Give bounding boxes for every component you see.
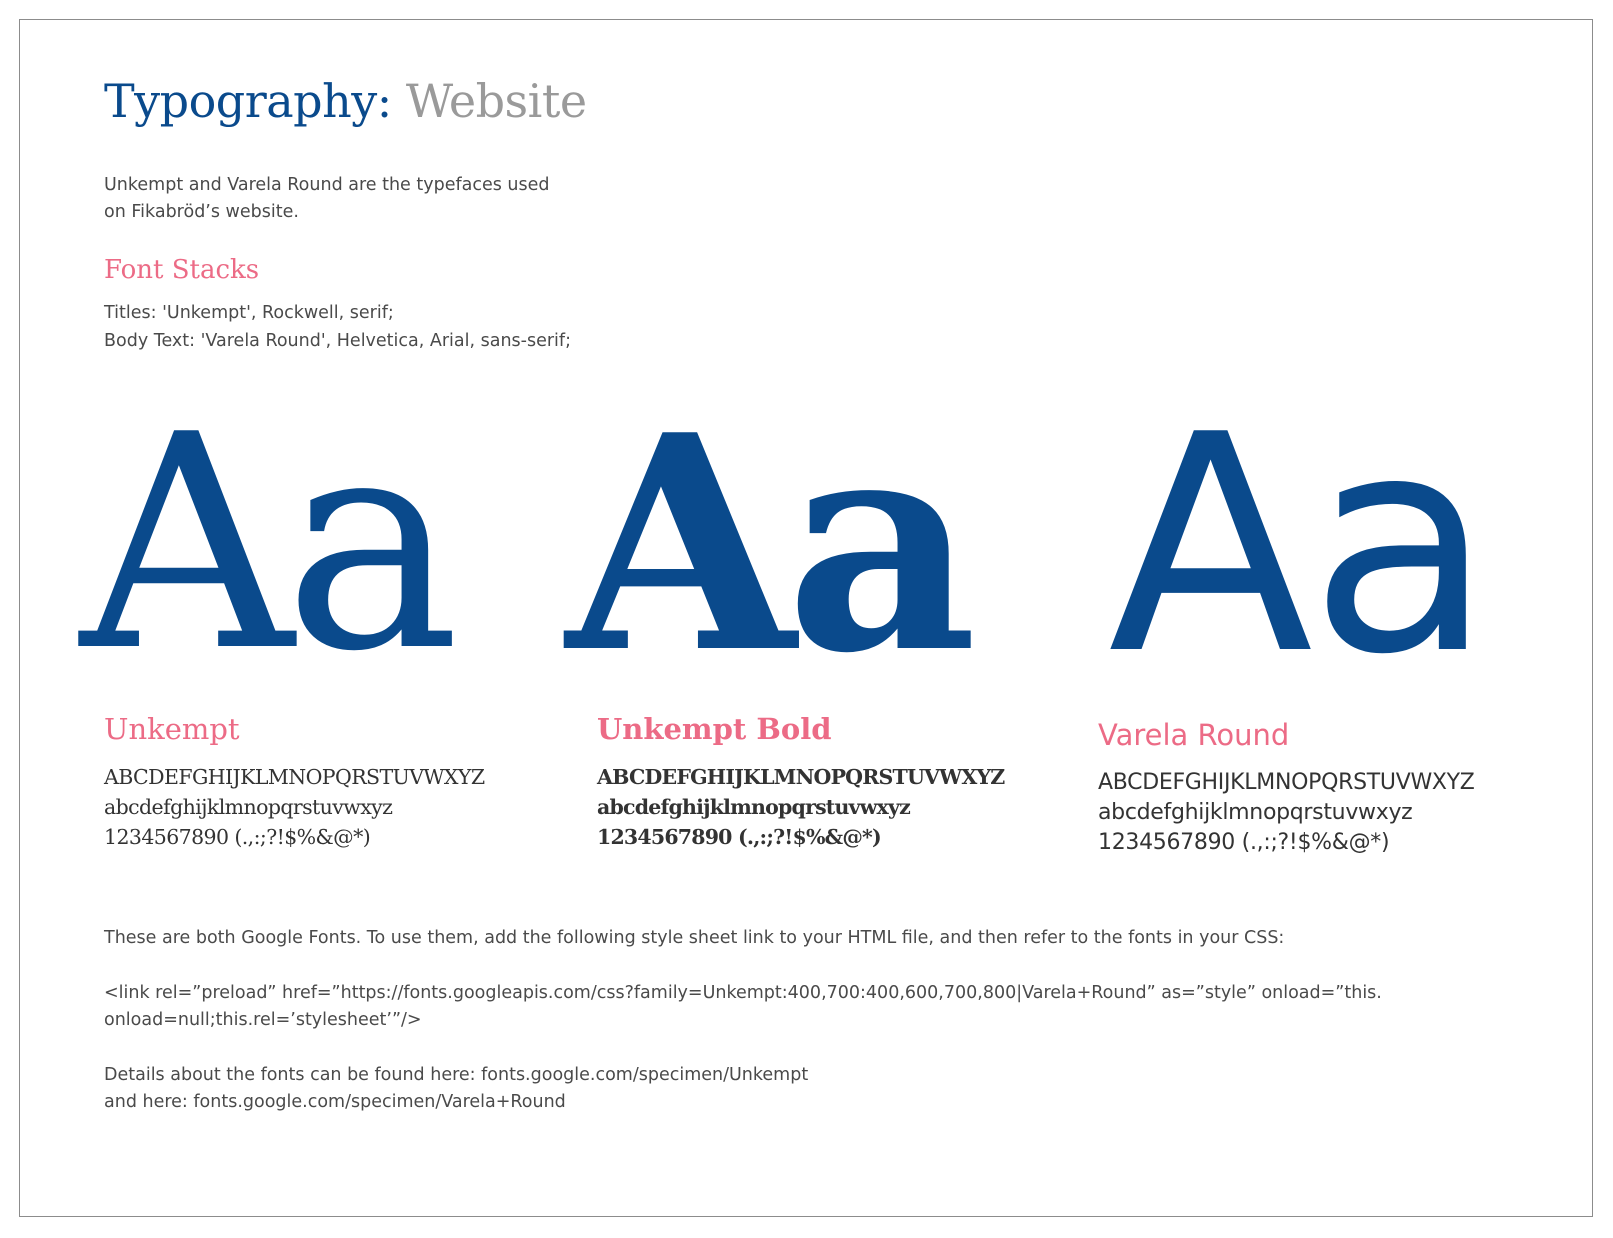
font-stack-titles: Titles: 'Unkempt', Rockwell, serif; (104, 303, 394, 323)
intro-line-1: Unkempt and Varela Round are the typefaces used (104, 175, 550, 195)
character-set (1098, 768, 1568, 858)
usage-intro: These are both Google Fonts. To use them, add the following style sheet link to your HTML file, and then refer to the fonts in your CSS: (104, 928, 1285, 948)
page-title-primary: Typography: (104, 74, 392, 128)
font-stacks-heading: Font Stacks (104, 255, 260, 285)
charset-lowercase: abcdefghijklmnopqrstuvwxyz (104, 795, 393, 819)
intro-line-2: on Fikabröd’s website. (104, 202, 299, 222)
font-details-line-2: and here: fonts.google.com/specimen/Varela+Round (104, 1092, 566, 1112)
charset-digits: 1234567890 (.,:;?!$%&@*) (104, 825, 371, 849)
font-card-unkempt (104, 712, 574, 852)
usage-instructions (104, 925, 1484, 1116)
charset-lowercase: abcdefghijklmnopqrstuvwxyz (597, 795, 910, 819)
character-set (597, 762, 1067, 852)
specimen-unkempt-bold-glyphs: Aa (566, 370, 968, 718)
intro-paragraph (104, 172, 644, 226)
font-card-varela-round (1098, 712, 1568, 858)
page-title (104, 74, 587, 128)
stylesheet-link-code (104, 980, 1484, 1034)
stylesheet-link-line-2: onload=null;this.rel=’stylesheet’”/> (104, 1010, 422, 1030)
font-stack-body: Body Text: 'Varela Round', Helvetica, Arial, sans-serif; (104, 331, 571, 351)
charset-uppercase: ABCDEFGHIJKLMNOPQRSTUVWXYZ (104, 765, 485, 789)
specimen-varela-round-glyphs: Aa (1108, 371, 1490, 720)
character-set (104, 762, 574, 852)
charset-digits: 1234567890 (.,:;?!$%&@*) (597, 825, 881, 849)
charset-uppercase: ABCDEFGHIJKLMNOPQRSTUVWXYZ (1098, 770, 1475, 795)
charset-uppercase: ABCDEFGHIJKLMNOPQRSTUVWXYZ (597, 765, 1005, 789)
font-stacks-list (104, 299, 571, 355)
charset-digits: 1234567890 (.,:;?!$%&@*) (1098, 830, 1390, 855)
font-name: Unkempt (104, 712, 240, 746)
font-card-unkempt-bold (597, 712, 1067, 852)
charset-lowercase: abcdefghijklmnopqrstuvwxyz (1098, 800, 1413, 825)
specimen-unkempt-glyphs: Aa (80, 371, 451, 716)
font-name: Varela Round (1098, 718, 1290, 752)
font-details-line-1: Details about the fonts can be found here: fonts.google.com/specimen/Unkempt (104, 1065, 809, 1085)
font-details (104, 1062, 1484, 1116)
font-name: Unkempt Bold (597, 712, 832, 746)
page-title-secondary: Website (405, 74, 587, 128)
stylesheet-link-line-1: <link rel=”preload” href=”https://fonts.googleapis.com/css?family=Unkempt:400,700:400,600,700,800|Varela+Round” as=”style” onload=”this. (104, 983, 1382, 1003)
